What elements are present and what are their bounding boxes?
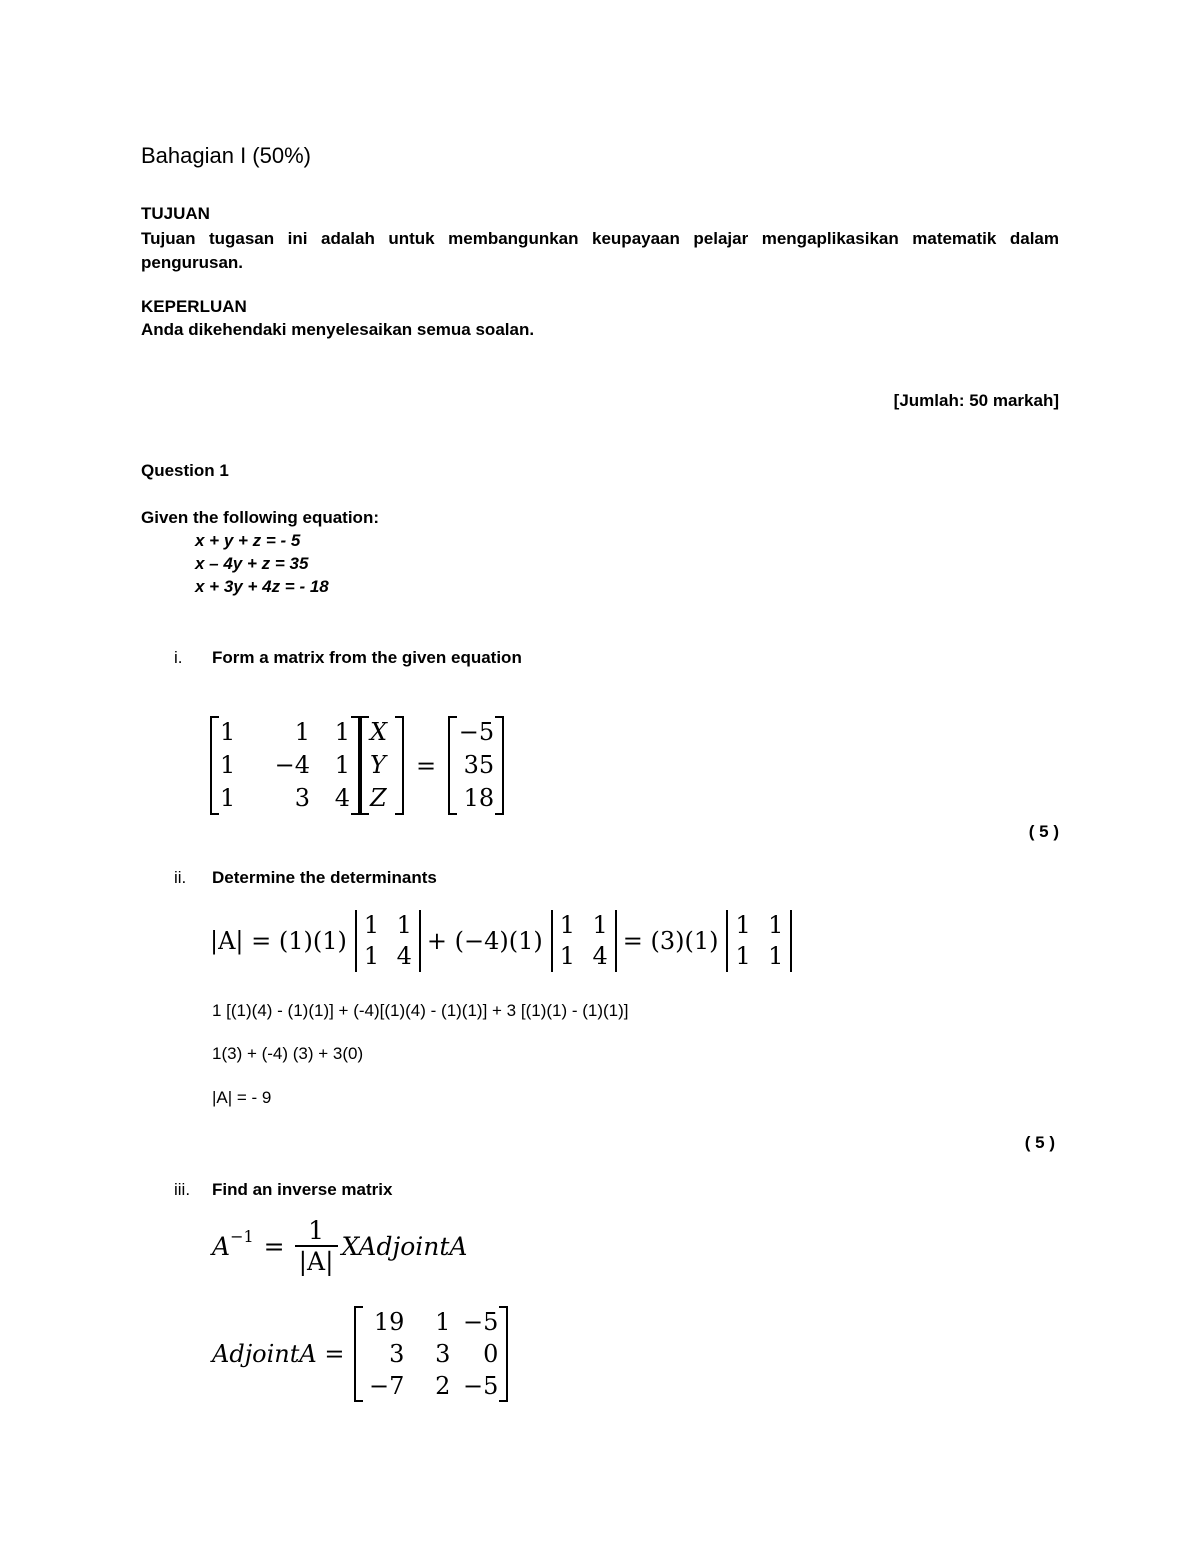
question-intro: Given the following equation: (141, 508, 379, 527)
determinant-step: 1 [(1)(4) - (1)(1)] + (-4)[(1)(4) - (1)(1)] + 3 [(1)(1) - (1)(1)] (212, 1001, 629, 1020)
matrix-cell: 1 (435, 1308, 451, 1336)
matrix-cell: −5 (463, 1372, 499, 1400)
part-marks: ( 5 ) (1024, 1133, 1055, 1152)
part-marker: iii. (174, 1180, 191, 1199)
minor-matrix (551, 910, 617, 972)
determinant-expression (210, 910, 792, 972)
matrix-cell: 1 (592, 911, 608, 939)
matrix-cell: 1 (559, 942, 575, 970)
matrix-cell: 2 (435, 1372, 451, 1400)
part-label: Find an inverse matrix (212, 1180, 393, 1199)
tujuan-heading: TUJUAN (141, 204, 210, 223)
part-marker: ii. (174, 868, 187, 887)
matrix-cell: 3 (435, 1340, 451, 1368)
matrix-cell: −7 (369, 1372, 405, 1400)
matrix-cell: 35 (463, 751, 495, 779)
matrix-cell: 1 (396, 911, 412, 939)
keperluan-heading: KEPERLUAN (141, 297, 247, 316)
matrix-cell: 1 (363, 911, 380, 939)
matrix-cell: −5 (458, 718, 495, 746)
matrix-cell: −4 (274, 751, 310, 779)
equals-sign: = (416, 751, 437, 780)
adjoint-matrix (354, 1306, 508, 1402)
matrix-cell: 0 (483, 1340, 499, 1368)
tujuan-text: Tujuan tugasan ini adalah untuk membangunkan keupayaan pelajar mengaplikasikan matematik dalam pengurusan. (141, 229, 1059, 272)
determinant-step: 1(3) + (-4) (3) + 3(0) (212, 1044, 364, 1063)
matrix-cell: X (370, 718, 388, 746)
matrix-cell: 1 (768, 911, 784, 939)
fraction (295, 1216, 338, 1276)
matrix-cell: Y (370, 751, 386, 779)
adjoint-equation (212, 1306, 508, 1402)
fraction-numerator: 1 (308, 1216, 325, 1245)
matrix-cell: 1 (220, 784, 236, 812)
keperluan-text: Anda dikehendaki menyelesaikan semua soalan. (141, 320, 535, 339)
question-title: Question 1 (141, 461, 229, 480)
inverse-rhs: XAdjointA (341, 1231, 468, 1261)
matrix-cell: 19 (373, 1308, 405, 1336)
matrix-cell: 1 (735, 911, 751, 939)
fraction-denominator: |A| (295, 1245, 338, 1276)
equation-3: x + 3y + 4z = - 18 (195, 577, 329, 596)
matrix-cell: 18 (463, 784, 495, 812)
part-label: Form a matrix from the given equation (212, 648, 522, 667)
part-marks: ( 5 ) (1028, 822, 1059, 841)
inverse-lhs-exponent: −1 (230, 1226, 254, 1246)
section-title: Bahagian I (50%) (141, 143, 311, 168)
determinant-term: = (3)(1) (622, 927, 719, 955)
matrix-cell: Z (370, 784, 387, 812)
matrix-cell: 3 (389, 1340, 405, 1368)
inverse-formula (212, 1216, 467, 1276)
matrix-cell: 1 (334, 718, 350, 746)
variable-vector (360, 716, 404, 815)
matrix-cell: 3 (294, 784, 310, 812)
determinant-result: |A| = - 9 (212, 1088, 272, 1107)
matrix-cell: 1 (334, 751, 350, 779)
matrix-cell: 1 (294, 718, 310, 746)
matrix-cell: 1 (220, 718, 236, 746)
matrix-cell: 1 (735, 942, 751, 970)
minor-matrix (726, 910, 792, 972)
equation-2: x – 4y + z = 35 (195, 554, 309, 573)
matrix-cell: 1 (559, 911, 575, 939)
determinant-term: + (−4)(1) (426, 927, 543, 955)
equation-1: x + y + z = - 5 (195, 531, 301, 550)
matrix-cell: 1 (220, 751, 236, 779)
matrix-cell: 4 (334, 784, 350, 812)
matrix-cell: 1 (363, 942, 380, 970)
coefficient-matrix (210, 716, 360, 815)
part-label: Determine the determinants (212, 868, 437, 887)
adjoint-label: AdjointA = (212, 1340, 345, 1368)
inverse-lhs-base: A (212, 1231, 231, 1261)
matrix-cell: 4 (396, 942, 412, 970)
equals-sign: = (263, 1231, 285, 1261)
matrix-cell: −5 (463, 1308, 499, 1336)
matrix-equation (210, 716, 504, 815)
part-marker: i. (174, 648, 183, 667)
total-marks: [Jumlah: 50 markah] (893, 391, 1059, 410)
matrix-cell: 4 (592, 942, 608, 970)
determinant-lhs: |A| = (1)(1) (210, 927, 347, 955)
constant-vector (448, 716, 504, 815)
minor-matrix (355, 910, 421, 972)
matrix-cell: 1 (768, 942, 784, 970)
